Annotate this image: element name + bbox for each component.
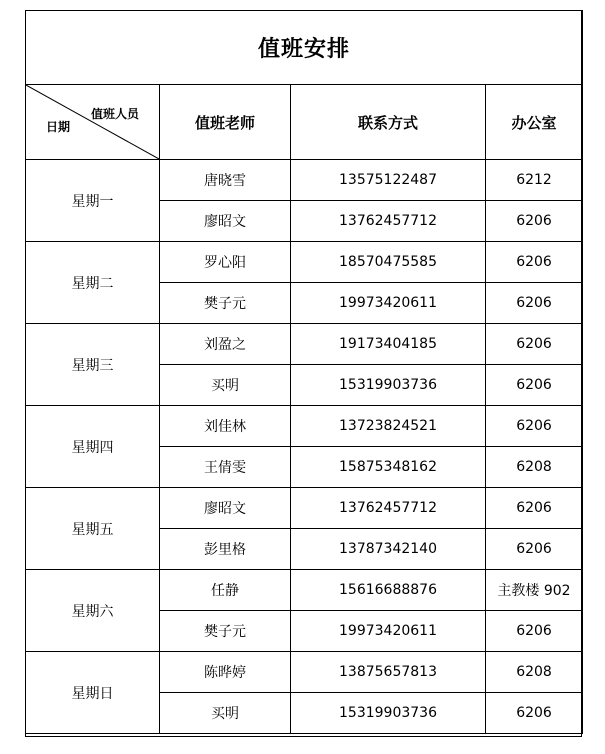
teacher-cell: 买明 [160, 693, 291, 734]
office-cell: 6206 [486, 488, 583, 529]
phone-cell: 15616688876 [291, 570, 486, 611]
office-cell: 6212 [486, 160, 583, 201]
teacher-cell: 罗心阳 [160, 242, 291, 283]
teacher-cell: 刘佳林 [160, 406, 291, 447]
day-cell: 星期六 [26, 570, 160, 652]
schedule-body [26, 160, 583, 734]
phone-cell: 13723824521 [291, 406, 486, 447]
office-cell: 6206 [486, 283, 583, 324]
teacher-cell: 樊子元 [160, 611, 291, 652]
teacher-cell: 王倩雯 [160, 447, 291, 488]
day-cell: 星期三 [26, 324, 160, 406]
phone-cell: 19973420611 [291, 611, 486, 652]
table-row [26, 324, 583, 365]
teacher-cell: 樊子元 [160, 283, 291, 324]
teacher-cell: 廖昭文 [160, 201, 291, 242]
table-row [26, 570, 583, 611]
table-row [26, 488, 583, 529]
day-cell: 星期五 [26, 488, 160, 570]
header-duty-staff-label: 值班人员 [90, 107, 139, 121]
day-cell: 星期四 [26, 406, 160, 488]
teacher-cell: 刘盈之 [160, 324, 291, 365]
office-cell: 6206 [486, 693, 583, 734]
office-cell: 主教楼 902 [486, 570, 583, 611]
phone-cell: 15875348162 [291, 447, 486, 488]
table-row [26, 160, 583, 201]
teacher-cell: 廖昭文 [160, 488, 291, 529]
teacher-cell: 唐晓雪 [160, 160, 291, 201]
office-cell: 6206 [486, 365, 583, 406]
phone-cell: 13787342140 [291, 529, 486, 570]
office-cell: 6206 [486, 611, 583, 652]
duty-schedule-table [25, 10, 583, 734]
office-cell: 6206 [486, 529, 583, 570]
office-cell: 6208 [486, 447, 583, 488]
table-row [26, 406, 583, 447]
office-cell: 6206 [486, 201, 583, 242]
duty-schedule-sheet [25, 10, 582, 737]
phone-cell: 13762457712 [291, 488, 486, 529]
page-title: 值班安排 [26, 11, 583, 85]
day-cell: 星期日 [26, 652, 160, 734]
office-cell: 6206 [486, 324, 583, 365]
office-cell: 6208 [486, 652, 583, 693]
teacher-cell: 买明 [160, 365, 291, 406]
table-row [26, 242, 583, 283]
phone-cell: 19973420611 [291, 283, 486, 324]
day-cell: 星期二 [26, 242, 160, 324]
teacher-cell: 陈晔婷 [160, 652, 291, 693]
teacher-cell: 彭里格 [160, 529, 291, 570]
teacher-cell: 任静 [160, 570, 291, 611]
phone-cell: 19173404185 [291, 324, 486, 365]
phone-cell: 13875657813 [291, 652, 486, 693]
header-teacher: 值班老师 [160, 85, 291, 160]
table-row [26, 652, 583, 693]
phone-cell: 13575122487 [291, 160, 486, 201]
header-contact: 联系方式 [291, 85, 486, 160]
office-cell: 6206 [486, 406, 583, 447]
header-date-label: 日期 [46, 120, 71, 134]
header-office: 办公室 [486, 85, 583, 160]
office-cell: 6206 [486, 242, 583, 283]
table-header-row [26, 85, 583, 160]
phone-cell: 15319903736 [291, 693, 486, 734]
diagonal-header-cell [26, 85, 160, 160]
phone-cell: 18570475585 [291, 242, 486, 283]
phone-cell: 13762457712 [291, 201, 486, 242]
day-cell: 星期一 [26, 160, 160, 242]
phone-cell: 15319903736 [291, 365, 486, 406]
